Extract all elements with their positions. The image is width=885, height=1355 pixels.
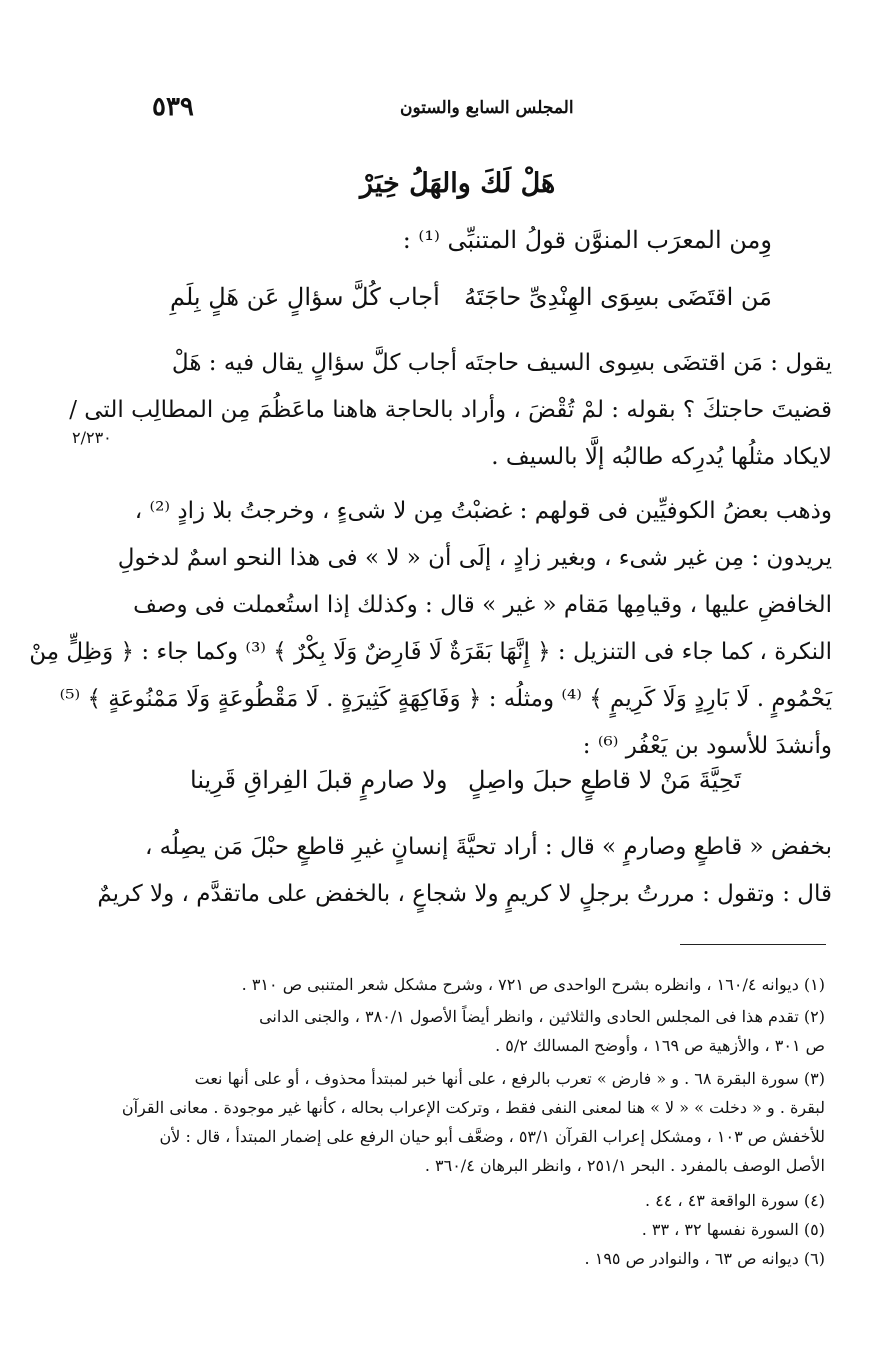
footnote-line: (٥) السورة نفسها ٣٢ ، ٣٣ . bbox=[641, 1220, 825, 1239]
footnote-line: (١) ديوانه ١٦٠/٤ ، وانظره بشرح الواحدى ص ٧٢١ ، وشرح مشكل شعر المتنبى ص ٣١٠ . bbox=[241, 975, 825, 994]
footnote-2 bbox=[65, 1002, 825, 1060]
paragraph-line: لايكاد مثلُها يُدرِكه طالبُه إلَّا بالسيف . bbox=[491, 444, 832, 470]
footnote-line: (٣) سورة البقرة ٦٨ . و « فارض » تعرب بالرفع ، على أنها خبر لمبتدأ محذوف ، أو على أنها نعت bbox=[194, 1069, 825, 1088]
footnote-6 bbox=[65, 1244, 825, 1273]
footnote-line: (٤) سورة الواقعة ٤٣ ، ٤٤ . bbox=[645, 1191, 825, 1210]
paragraph-line: وذهب بعضُ الكوفيِّين فى قولهم : غضبْتُ مِن لا شىءٍ ، وخرجتُ بلا زادٍ ⁽²⁾ ، bbox=[134, 498, 832, 524]
running-header: المجلس السابع والستون bbox=[400, 98, 574, 118]
paragraph-line: بخفض « قاطعٍ وصارمٍ » قال : أراد تحيَّةَ إنسانٍ غيرِ قاطعٍ حبْلَ مَن يصِلُه ، bbox=[144, 834, 832, 860]
verse1-first-hemistich: مَن اقتَضَى بسِوَى الهِنْدِىِّ حاجَتَهُ bbox=[464, 283, 772, 311]
paragraph-line: قضيتَ حاجتكَ ؟ بقوله : لمْ تُقْضَ ، وأراد بالحاجة هاهنا ماعَظُمَ مِن المطالِب التى / bbox=[69, 397, 832, 423]
verse-fragment: هَلْ لَكَ والهَلُ خِيَرْ bbox=[360, 168, 556, 199]
paragraph-line: يريدون : مِن غير شىء ، وبغير زادٍ ، إلَى أن « لا » فى هذا النحو اسمٌ لدخولِ bbox=[117, 545, 832, 571]
footnote-line: (٦) ديوانه ص ٦٣ ، والنوادر ص ١٩٥ . bbox=[584, 1249, 825, 1268]
intro-line: وِمن المعرَب المنوَّن قولُ المتنبِّى ⁽¹⁾ : bbox=[402, 226, 772, 254]
paragraph-line: يَحْمُومٍ . لَا بَارِدٍ وَلَا كَرِيمٍ ﴾ ⁽⁴⁾ ومثلُه : ﴿ وَفَاكِهَةٍ كَثِيرَةٍ . لَا مَقْطُوعَةٍ وَلَا مَمْنُوعَةٍ ﴾ ⁽⁵⁾ bbox=[59, 686, 832, 712]
footnote-line: (٢) تقدم هذا فى المجلس الحادى والثلاثين ، وانظر أيضاً الأصول ٣٨٠/١ ، والجنى الدانى bbox=[259, 1007, 825, 1026]
paragraph-line: الخافضِ عليها ، وقيامِها مَقام « غير » قال : وكذلك إذا استُعملت فى وصف bbox=[133, 592, 832, 618]
footnote-5 bbox=[65, 1215, 825, 1244]
verse2-first-hemistich: تَحِيَّةَ مَنْ لا قاطعٍ حبلَ واصِلٍ bbox=[468, 766, 741, 794]
paragraph-line: وأنشدَ للأسود بن يَعْفُر ⁽⁶⁾ : bbox=[582, 733, 832, 759]
page-number: ٥٣٩ bbox=[152, 92, 194, 122]
paragraph-line: النكرة ، كما جاء فى التنزيل : ﴿ إِنَّهَا بَقَرَةٌ لَا فَارِضٌ وَلَا بِكْرٌ ﴾ ⁽³⁾ وكما جاء : ﴿ وَظِلٍّ مِنْ bbox=[29, 639, 832, 665]
margin-reference: ٢/٢٣٠ bbox=[72, 428, 112, 447]
paragraph-line: قال : وتقول : مررتُ برجلٍ لا كريمٍ ولا شجاعٍ ، بالخفض على ماتقدَّم ، ولا كريمٌ bbox=[97, 881, 832, 907]
paragraph-2 bbox=[29, 488, 832, 770]
paragraph-3 bbox=[97, 824, 832, 918]
footnote-4 bbox=[65, 1186, 825, 1215]
paragraph-line: يقول : مَن اقتضَى بسِوى السيف حاجتَه أجاب كلَّ سؤالٍ يقال فيه : هَلْ bbox=[171, 350, 832, 376]
footnote-1 bbox=[65, 970, 825, 999]
footnote-line: ص ٣٠١ ، والأزهية ص ١٦٩ ، وأوضح المسالك ٥/٢ . bbox=[495, 1036, 825, 1055]
verse1-second-hemistich: أجاب كُلَّ سؤالٍ عَن هَلٍ بِلَمِ bbox=[170, 283, 440, 311]
verse2-second-hemistich: ولا صارمٍ قبلَ الفِراقِ قَرِينا bbox=[190, 766, 448, 794]
footnote-separator bbox=[680, 944, 826, 945]
footnote-line: للأخفش ص ١٠٣ ، ومشكل إعراب القرآن ٥٣/١ ، وضعَّف أبو حيان الرفع على إضمار المبتدأ ، قال : لأن bbox=[159, 1127, 825, 1146]
footnote-3 bbox=[65, 1064, 825, 1180]
footnote-line: الأصل الوصف بالمفرد . البحر ٢٥١/١ ، وانظر البرهان ٣٦٠/٤ . bbox=[424, 1156, 825, 1175]
footnote-line: لبقرة . و « دخلت » « لا » هنا لمعنى النفى فقط ، وتركت الإعراب بحاله ، كأنها غير موجودة . معانى القرآن bbox=[121, 1098, 825, 1117]
